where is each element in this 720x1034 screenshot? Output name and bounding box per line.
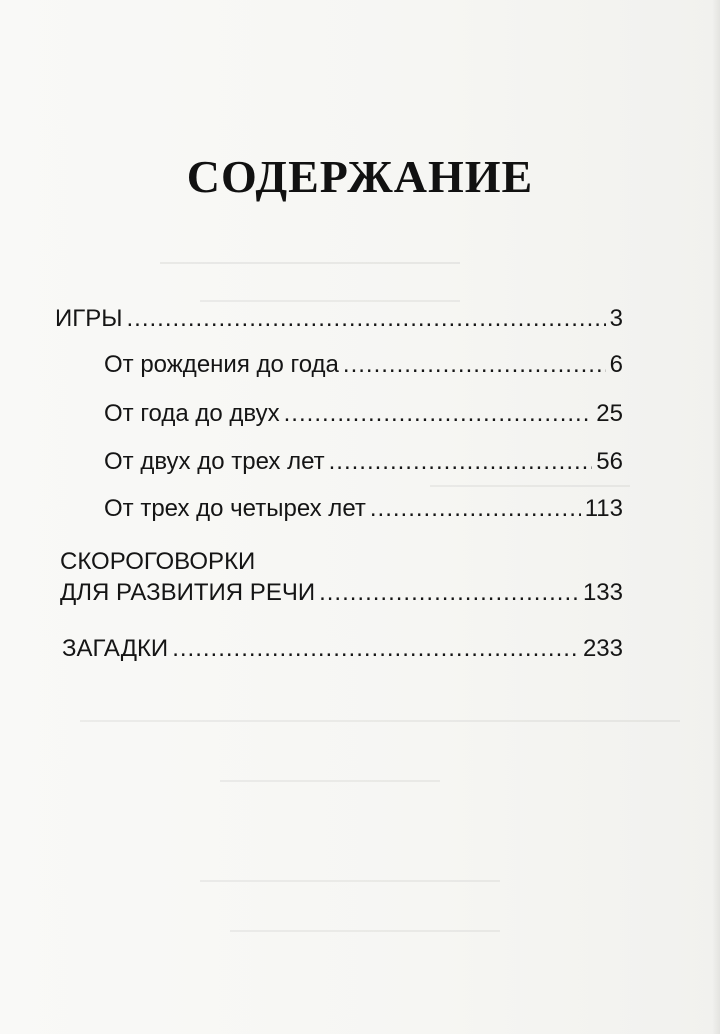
toc-page-number: 3: [609, 305, 623, 332]
toc-page-number: 56: [596, 448, 623, 475]
leader-dots: [319, 578, 579, 608]
toc-page-number: 113: [584, 495, 623, 522]
toc-page-number: 25: [596, 400, 623, 427]
toc-page-number: 233: [582, 635, 623, 662]
leader-dots: [127, 304, 606, 334]
toc-subentry[interactable]: [104, 494, 623, 524]
leader-dots: [329, 447, 593, 477]
toc-entry-label: ИГРЫ: [55, 305, 123, 332]
bleed-through-line: [200, 880, 500, 882]
toc-subentry[interactable]: [104, 447, 623, 477]
bleed-through-line: [230, 930, 500, 932]
toc-entry-label: От трех до четырех лет: [104, 495, 366, 522]
bleed-through-line: [80, 720, 680, 722]
toc-entry-label: ЗАГАДКИ: [62, 635, 169, 662]
toc-entry[interactable]: [55, 304, 623, 334]
toc-entry-label: От двух до трех лет: [104, 448, 325, 475]
page-title: СОДЕРЖАНИЕ: [186, 151, 534, 202]
bleed-through-line: [430, 485, 630, 487]
toc-entry-label: От года до двух: [104, 400, 280, 427]
leader-dots: [172, 634, 579, 664]
bleed-through-line: [160, 262, 460, 264]
leader-dots: [370, 494, 581, 524]
toc-entry-label-line2: ДЛЯ РАЗВИТИЯ РЕЧИ: [60, 579, 316, 606]
toc-entry-label-line1: СКОРОГОВОРКИ: [60, 548, 256, 575]
toc-subentry[interactable]: [104, 350, 623, 380]
toc-entry-label: От рождения до года: [104, 351, 339, 378]
toc-page-number: 133: [582, 579, 623, 606]
bleed-through-line: [200, 300, 460, 302]
toc-subentry[interactable]: [104, 399, 623, 429]
toc-entry[interactable]: [60, 578, 623, 608]
leader-dots: [343, 350, 606, 380]
toc-page-number: 6: [609, 351, 623, 378]
leader-dots: [284, 399, 593, 429]
bleed-through-line: [220, 780, 440, 782]
toc-entry[interactable]: [62, 634, 623, 664]
